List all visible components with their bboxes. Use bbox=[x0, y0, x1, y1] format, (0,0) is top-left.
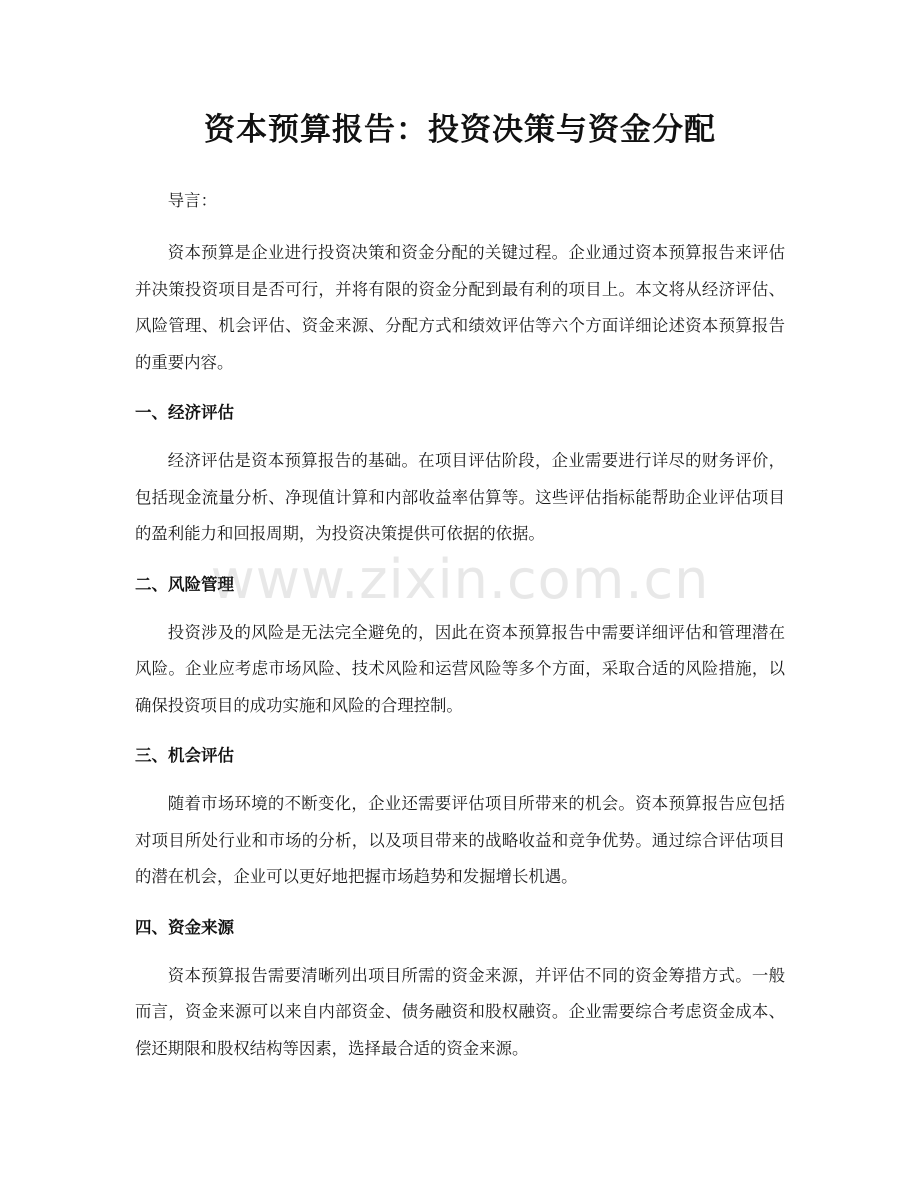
document-title: 资本预算报告：投资决策与资金分配 bbox=[204, 112, 716, 148]
intro-paragraph: 资本预算是企业进行投资决策和资金分配的关键过程。企业通过资本预算报告来评估并决策投资项目是否可行，并将有限的资金分配到最有利的项目上。本文将从经济评估、风险管理、机会评估、资金来源、分配方式和绩效评估等六个方面详细论述资本预算报告的重要内容。 bbox=[135, 243, 785, 372]
section-heading-risk: 二、风险管理 bbox=[135, 574, 234, 594]
section-text-opportunity: 随着市场环境的不断变化，企业还需要评估项目所带来的机会。资本预算报告应包括对项目所处行业和市场的分析，以及项目带来的战略收益和竞争优势。通过综合评估项目的潜在机会，企业可以更好地把握市场趋势和发掘增长机遇。 bbox=[135, 794, 785, 886]
document-body bbox=[135, 183, 785, 1067]
section-heading-opportunity: 三、机会评估 bbox=[135, 746, 234, 765]
section-text-economic: 经济评估是资本预算报告的基础。在项目评估阶段，企业需要进行详尽的财务评价，包括现金流量分析、净现值计算和内部收益率估算等。这些评估指标能帮助企业评估项目的盈利能力和回报周期，为投资决策提供可依据的依据。 bbox=[135, 451, 785, 543]
section-text-funding: 资本预算报告需要清晰列出项目所需的资金来源，并评估不同的资金筹措方式。一般而言，资金来源可以来自内部资金、债务融资和股权融资。企业需要综合考虑资金成本、偿还期限和股权结构等因素，选择最合适的资金来源。 bbox=[135, 965, 785, 1058]
watermark: www.zixin.com.cn bbox=[210, 548, 710, 611]
section-text-risk: 投资涉及的风险是无法完全避免的，因此在资本预算报告中需要详细评估和管理潜在风险。企业应考虑市场风险、技术风险和运营风险等多个方面，采取合适的风险措施，以确保投资项目的成功实施和风险的合理控制。 bbox=[135, 622, 785, 715]
section-heading-economic: 一、经济评估 bbox=[135, 403, 234, 422]
intro-label: 导言： bbox=[167, 191, 217, 210]
section-heading-funding: 四、资金来源 bbox=[135, 917, 234, 937]
